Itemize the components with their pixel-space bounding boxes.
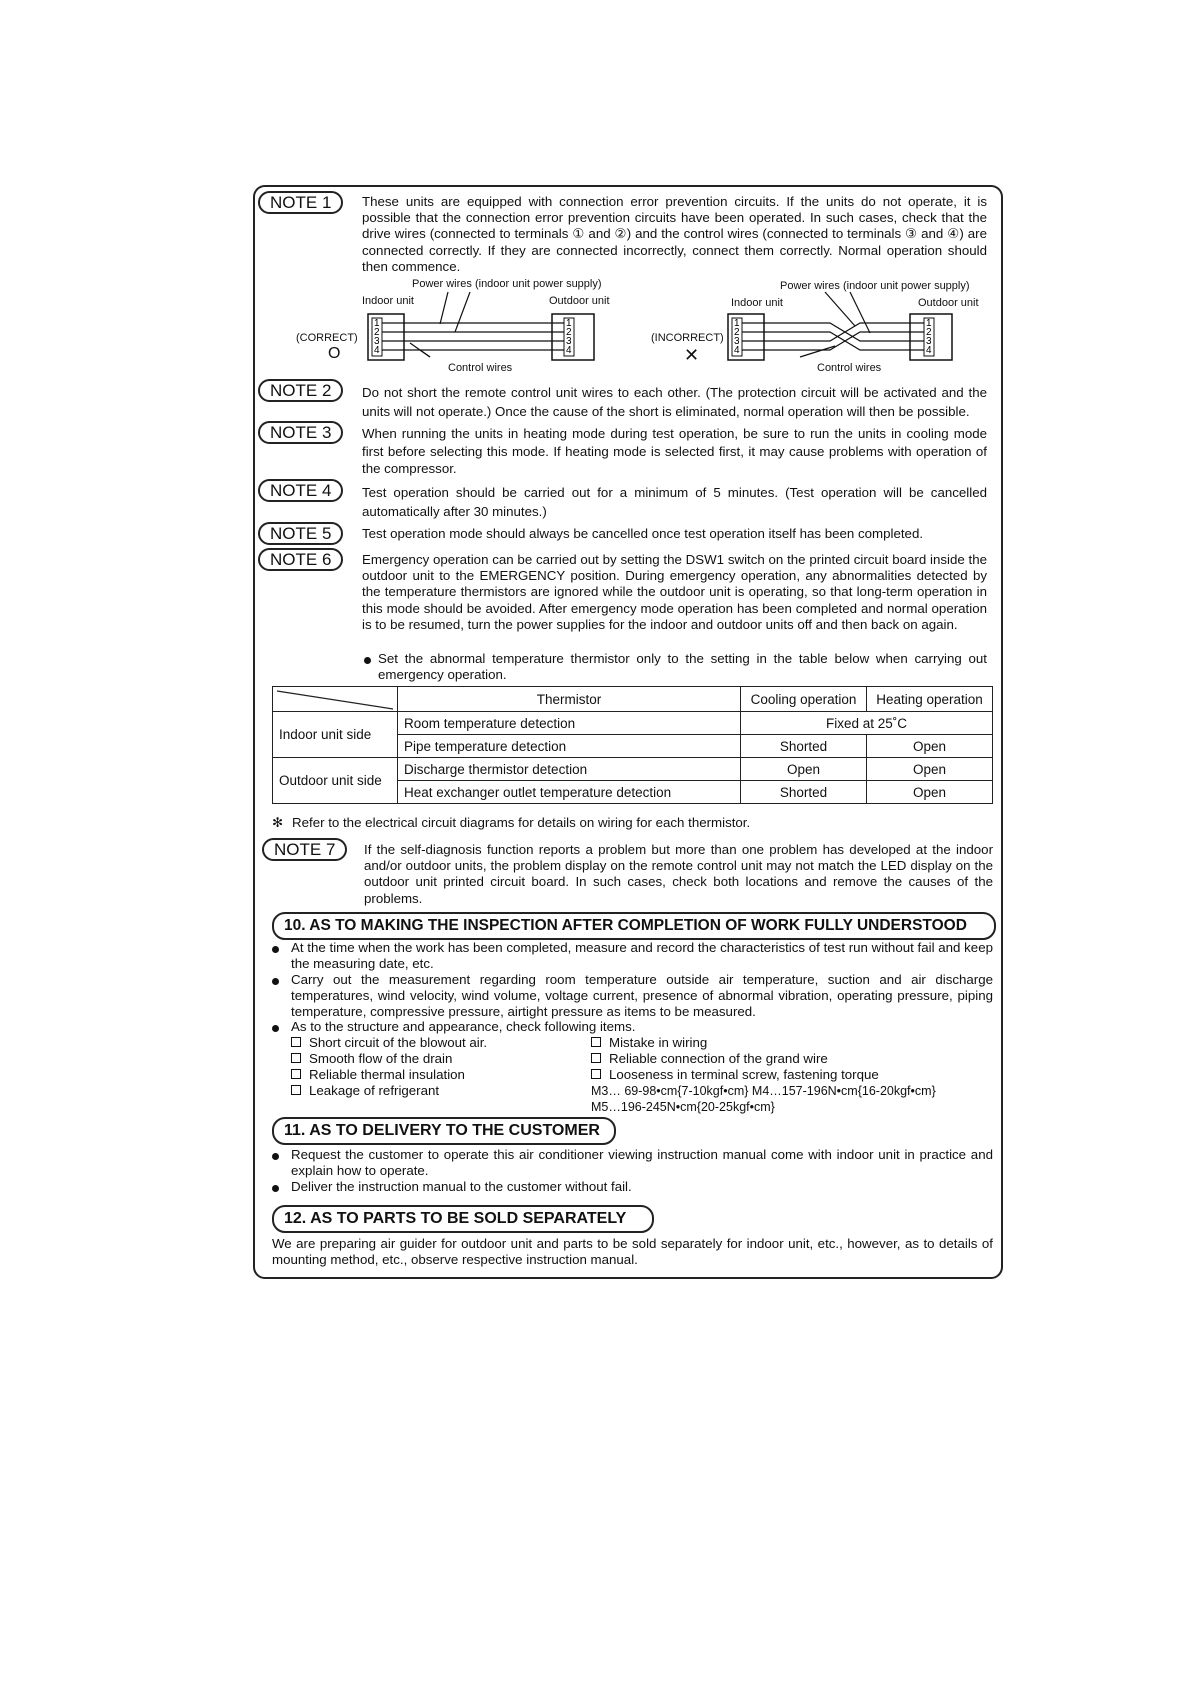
row-heating: Open bbox=[867, 735, 993, 758]
row-cooling: Shorted bbox=[741, 735, 867, 758]
row-name: Heat exchanger outlet temperature detection bbox=[398, 781, 741, 804]
check-label: Short circuit of the blowout air. bbox=[309, 1035, 488, 1050]
check-item bbox=[291, 1067, 465, 1083]
section-11-title: 11. AS TO DELIVERY TO THE CUSTOMER bbox=[272, 1117, 616, 1145]
incorrect-indoor-label: Indoor unit bbox=[731, 297, 783, 309]
check-label: Reliable connection of the grand wire bbox=[609, 1051, 828, 1066]
note-6-badge: NOTE 6 bbox=[258, 548, 343, 571]
torque-line-2: M5…196-245N•cm{20-25kgf•cm} bbox=[591, 1100, 775, 1114]
section-11-bullet-2: Deliver the instruction manual to the customer without fail. bbox=[291, 1179, 632, 1194]
svg-text:4: 4 bbox=[926, 345, 932, 356]
check-item bbox=[591, 1035, 707, 1051]
section-10-bullet-3: As to the structure and appearance, check following items. bbox=[291, 1019, 636, 1034]
checkbox-icon bbox=[291, 1037, 301, 1047]
thermistor-table bbox=[272, 686, 993, 804]
checkbox-icon bbox=[591, 1069, 601, 1079]
check-label: Mistake in wiring bbox=[609, 1035, 708, 1050]
note-3-badge: NOTE 3 bbox=[258, 421, 343, 444]
table-corner bbox=[273, 687, 398, 712]
indoor-side-label: Indoor unit side bbox=[273, 712, 398, 758]
bullet-dot bbox=[272, 1025, 279, 1032]
svg-text:1: 1 bbox=[566, 318, 572, 329]
row-name: Room temperature detection bbox=[398, 712, 741, 735]
note-3-text: When running the units in heating mode during test operation, be sure to run the units in cooling mode first before selecting this mode. If heating mode is selected first, it may cause problems with operation of the compressor. bbox=[362, 426, 987, 476]
check-item bbox=[591, 1067, 879, 1083]
incorrect-control-label: Control wires bbox=[817, 362, 882, 374]
checkbox-icon bbox=[291, 1085, 301, 1095]
term-3: 3 bbox=[374, 336, 380, 347]
checkbox-icon bbox=[291, 1053, 301, 1063]
row-cooling: Shorted bbox=[741, 781, 867, 804]
correct-outdoor-label: Outdoor unit bbox=[549, 295, 610, 307]
note-5-badge: NOTE 5 bbox=[258, 522, 343, 545]
note-4-text: Test operation should be carried out for a minimum of 5 minutes. (Test operation will be cancelled automatically after 30 minutes.) bbox=[362, 485, 987, 519]
correct-indoor-label: Indoor unit bbox=[362, 295, 414, 307]
torque-line-1: M3… 69-98•cm{7-10kgf•cm} M4…157-196N•cm{16-20kgf•cm} bbox=[591, 1084, 936, 1098]
check-label: Reliable thermal insulation bbox=[309, 1067, 465, 1082]
checkbox-icon bbox=[591, 1053, 601, 1063]
header-cooling: Cooling operation bbox=[741, 687, 867, 712]
incorrect-outdoor-label: Outdoor unit bbox=[918, 297, 979, 309]
svg-text:1: 1 bbox=[926, 318, 932, 329]
note-7-badge: NOTE 7 bbox=[262, 838, 347, 861]
correct-label: (CORRECT) bbox=[296, 332, 358, 344]
row-heating: Open bbox=[867, 758, 993, 781]
bullet-dot bbox=[272, 946, 279, 953]
check-label: Looseness in terminal screw, fastening torque bbox=[609, 1067, 879, 1082]
svg-text:1: 1 bbox=[734, 318, 740, 329]
checkbox-icon bbox=[591, 1037, 601, 1047]
bullet-dot bbox=[272, 1153, 279, 1160]
svg-text:2: 2 bbox=[566, 327, 572, 338]
note-1-text: These units are equipped with connection error prevention circuits. If the units do not operate, it is possible that the connection error prevention circuits have been operated. In such cases, check that the drive wires (connected to terminals ① and ②) and the control wires (connected to terminals ③ and ④) are connected correctly. If they are connected incorrectly, connect them correctly. Normal operation should then commence. bbox=[362, 194, 987, 274]
row-cooling: Open bbox=[741, 758, 867, 781]
svg-text:3: 3 bbox=[734, 336, 740, 347]
check-item bbox=[291, 1083, 439, 1099]
correct-control-label: Control wires bbox=[448, 362, 513, 374]
footnote-mark: ✻ bbox=[272, 815, 284, 830]
correct-mark: O bbox=[328, 345, 341, 362]
svg-text:2: 2 bbox=[926, 327, 932, 338]
section-12-title: 12. AS TO PARTS TO BE SOLD SEPARATELY bbox=[272, 1205, 654, 1233]
row-name: Pipe temperature detection bbox=[398, 735, 741, 758]
term-1: 1 bbox=[374, 318, 380, 329]
section-12-text: We are preparing air guider for outdoor unit and parts to be sold separately for indoor unit, etc., however, as to details of mounting method, etc., observe respective instruction manual. bbox=[272, 1236, 993, 1267]
svg-text:3: 3 bbox=[926, 336, 932, 347]
incorrect-label: (INCORRECT) bbox=[651, 332, 724, 344]
checkbox-icon bbox=[291, 1069, 301, 1079]
term-4: 4 bbox=[374, 345, 380, 356]
note-7-text: If the self-diagnosis function reports a problem but more than one problem has developed at the indoor and/or outdoor units, the problem display on the remote control unit may not match the LED display on the outdoor unit printed circuit board. In such cases, check both locations and remove the causes of the problems. bbox=[364, 842, 993, 906]
bullet-dot bbox=[272, 978, 279, 985]
note-5-text: Test operation mode should always be cancelled once test operation itself has been completed. bbox=[362, 526, 924, 541]
note-2-badge: NOTE 2 bbox=[258, 379, 343, 402]
check-item bbox=[291, 1035, 487, 1051]
check-label: Smooth flow of the drain bbox=[309, 1051, 453, 1066]
row-heating: Open bbox=[867, 781, 993, 804]
incorrect-power-label: Power wires (indoor unit power supply) bbox=[780, 280, 970, 292]
check-label: Leakage of refrigerant bbox=[309, 1083, 440, 1098]
note-6-bullet-dot bbox=[364, 657, 371, 664]
section-10-bullet-1: At the time when the work has been completed, measure and record the characteristics of test run without fail and keep the measuring date, etc. bbox=[291, 940, 993, 971]
note-1-badge: NOTE 1 bbox=[258, 191, 343, 214]
term-2: 2 bbox=[374, 327, 380, 338]
table-footnote: Refer to the electrical circuit diagrams for details on wiring for each thermistor. bbox=[292, 815, 751, 830]
note-2-text: Do not short the remote control unit wires to each other. (The protection circuit will be activated and the units will not operate.) Once the cause of the short is eliminated, normal operation will then be possible. bbox=[362, 385, 987, 419]
note-4-badge: NOTE 4 bbox=[258, 479, 343, 502]
section-11-bullet-1: Request the customer to operate this air conditioner viewing instruction manual come with indoor unit in practice and explain how to operate. bbox=[291, 1147, 993, 1178]
svg-text:4: 4 bbox=[734, 345, 740, 356]
note-6-text: Emergency operation can be carried out by setting the DSW1 switch on the printed circuit board inside the outdoor unit to the EMERGENCY position. During emergency operation, any abnormalities detected by the temperature thermistors are ignored while the outdoor unit is operating, so that long-term operation in this mode should be avoided. After emergency mode operation has been completed and normal operation is to be resumed, turn the power supplies for the indoor and outdoor units off and then back on again. bbox=[362, 552, 987, 632]
outdoor-side-label: Outdoor unit side bbox=[273, 758, 398, 804]
svg-text:2: 2 bbox=[734, 327, 740, 338]
header-heating: Heating operation bbox=[867, 687, 993, 712]
check-item bbox=[291, 1051, 452, 1067]
check-item bbox=[591, 1051, 828, 1067]
section-10-title: 10. AS TO MAKING THE INSPECTION AFTER COMPLETION OF WORK FULLY UNDERSTOOD bbox=[272, 912, 996, 940]
svg-text:3: 3 bbox=[566, 336, 572, 347]
note-6-bullet: Set the abnormal temperature thermistor only to the setting in the table below when carrying out emergency operation. bbox=[378, 651, 987, 683]
correct-power-label: Power wires (indoor unit power supply) bbox=[412, 278, 602, 290]
wiring-diagrams bbox=[290, 278, 990, 378]
incorrect-mark: ✕ bbox=[684, 345, 700, 365]
svg-text:4: 4 bbox=[566, 345, 572, 356]
section-10-bullet-2: Carry out the measurement regarding room temperature outside air temperature, suction and air discharge temperatures, wind velocity, wind volume, voltage current, presence of abnormal vibration, operating pressure, piping temperature, compressive pressure, airtight pressure as items to be measured. bbox=[291, 972, 993, 1019]
bullet-dot bbox=[272, 1185, 279, 1192]
header-thermistor: Thermistor bbox=[398, 687, 741, 712]
diagonal-line bbox=[273, 687, 397, 711]
row-merged-value: Fixed at 25˚C bbox=[741, 712, 993, 735]
row-name: Discharge thermistor detection bbox=[398, 758, 741, 781]
